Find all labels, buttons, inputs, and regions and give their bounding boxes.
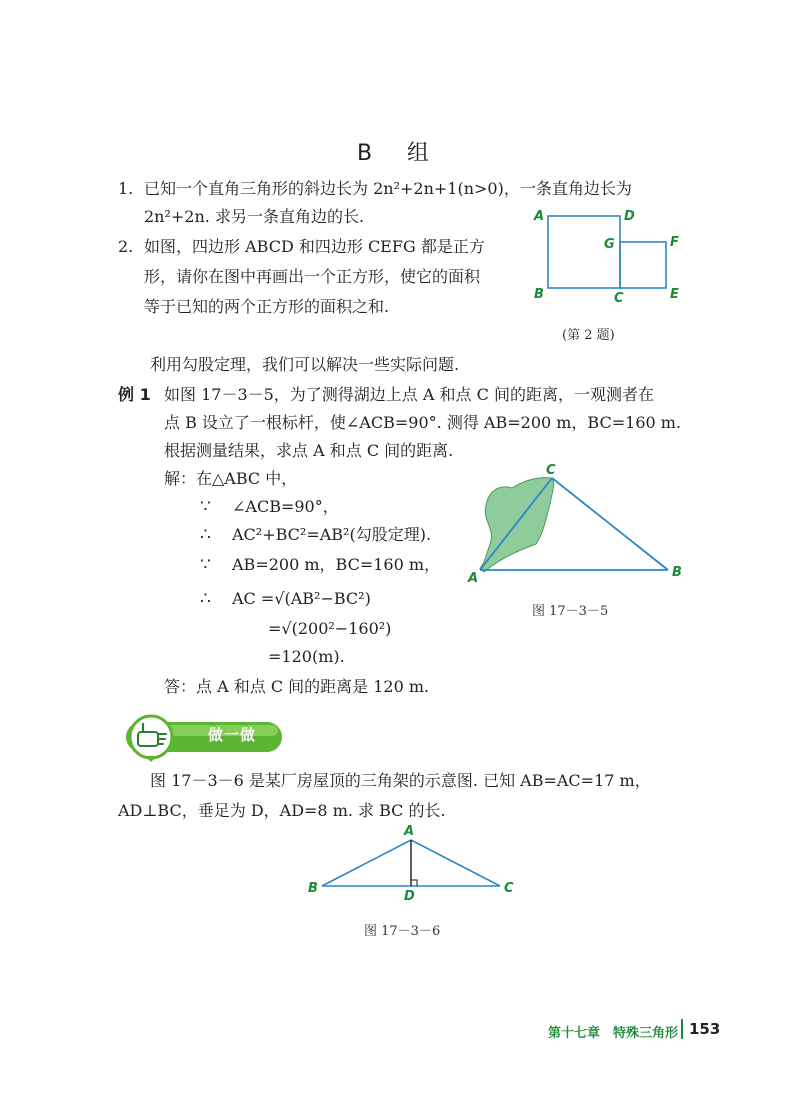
intro-text: 利用勾股定理，我们可以解决一些实际问题.	[150, 355, 460, 374]
step-6-text: =120(m).	[268, 647, 345, 666]
lake-shape	[480, 478, 554, 572]
right-angle-mark	[411, 880, 417, 886]
step-3-symbol: ∵	[200, 555, 211, 575]
square-cefg	[620, 242, 666, 288]
label-a: A	[534, 209, 545, 224]
lake-triangle-figure	[460, 458, 700, 590]
side-bc	[552, 478, 668, 570]
activity-label: 做一做	[208, 726, 257, 744]
footer-divider	[681, 1019, 683, 1039]
activity-banner	[118, 712, 286, 764]
label-c: C	[546, 463, 556, 478]
problem-1-number: 1.	[118, 179, 134, 198]
section-title: B 组	[356, 141, 444, 166]
chapter-name: 第十七章 特殊三角形	[548, 1026, 679, 1041]
label-a: A	[404, 824, 415, 839]
problem-2-line3: 等于已知的两个正方形的面积之和.	[144, 297, 390, 316]
label-b: B	[308, 881, 318, 896]
step-3-text: AB=200 m，BC=160 m，	[232, 555, 441, 574]
label-b: B	[672, 565, 682, 580]
fig6-caption: 图 17－3－6	[364, 924, 441, 939]
solution-answer: 答：点 A 和点 C 间的距离是 120 m.	[164, 677, 430, 696]
example-line3: 根据测量结果，求点 A 和点 C 间的距离.	[164, 441, 454, 460]
example-label: 例 1	[118, 385, 151, 404]
label-g: G	[604, 237, 615, 252]
roof-truss-figure	[300, 820, 530, 900]
label-a: A	[468, 571, 479, 586]
step-2-symbol: ∴	[200, 525, 211, 545]
side-ac	[411, 840, 500, 886]
banner-badge	[130, 716, 172, 758]
step-4-symbol: ∴	[200, 589, 211, 609]
step-1-symbol: ∵	[200, 497, 211, 517]
problem-2-line1: 如图，四边形 ABCD 和四边形 CEFG 都是正方	[144, 237, 485, 256]
label-f: F	[670, 235, 679, 250]
side-ab	[322, 840, 411, 886]
problem-2-number: 2.	[118, 237, 134, 256]
step-4-text: AC =√(AB²−BC²)	[232, 589, 371, 608]
square-abcd	[548, 216, 620, 288]
step-1-text: ∠ACB=90°，	[232, 497, 339, 516]
label-d: D	[404, 889, 415, 900]
label-b: B	[534, 287, 544, 302]
label-c: C	[504, 881, 514, 896]
activity-line1: 图 17－3－6 是某厂房屋顶的三角架的示意图. 已知 AB=AC=17 m，	[150, 771, 651, 790]
example-line1: 如图 17－3－5，为了测得湖边上点 A 和点 C 间的距离，一观测者在	[164, 385, 654, 404]
label-e: E	[670, 287, 679, 302]
squares-figure	[520, 200, 700, 310]
label-c: C	[614, 291, 624, 306]
fig2-caption: (第 2 题)	[562, 328, 615, 343]
example-line2: 点 B 设立了一根标杆，使∠ACB=90°. 测得 AB=200 m，BC=160 m.	[164, 413, 682, 432]
problem-2-line2: 形，请你在图中再画出一个正方形，使它的面积	[144, 267, 481, 286]
problem-1-line1: 已知一个直角三角形的斜边长为 2n²+2n+1(n>0)，一条直角边长为	[144, 179, 632, 198]
solution-intro: 解：在△ABC 中，	[164, 469, 298, 488]
problem-1-line2: 2n²+2n. 求另一条直角边的长.	[144, 207, 365, 226]
page-number: 153	[689, 1020, 721, 1038]
fig5-caption: 图 17－3－5	[532, 604, 609, 619]
step-5-text: =√(200²−160²)	[268, 619, 392, 638]
activity-line2: AD⊥BC，垂足为 D，AD=8 m. 求 BC 的长.	[118, 801, 446, 820]
step-2-text: AC²+BC²=AB²(勾股定理).	[232, 525, 432, 544]
label-d: D	[624, 209, 635, 224]
